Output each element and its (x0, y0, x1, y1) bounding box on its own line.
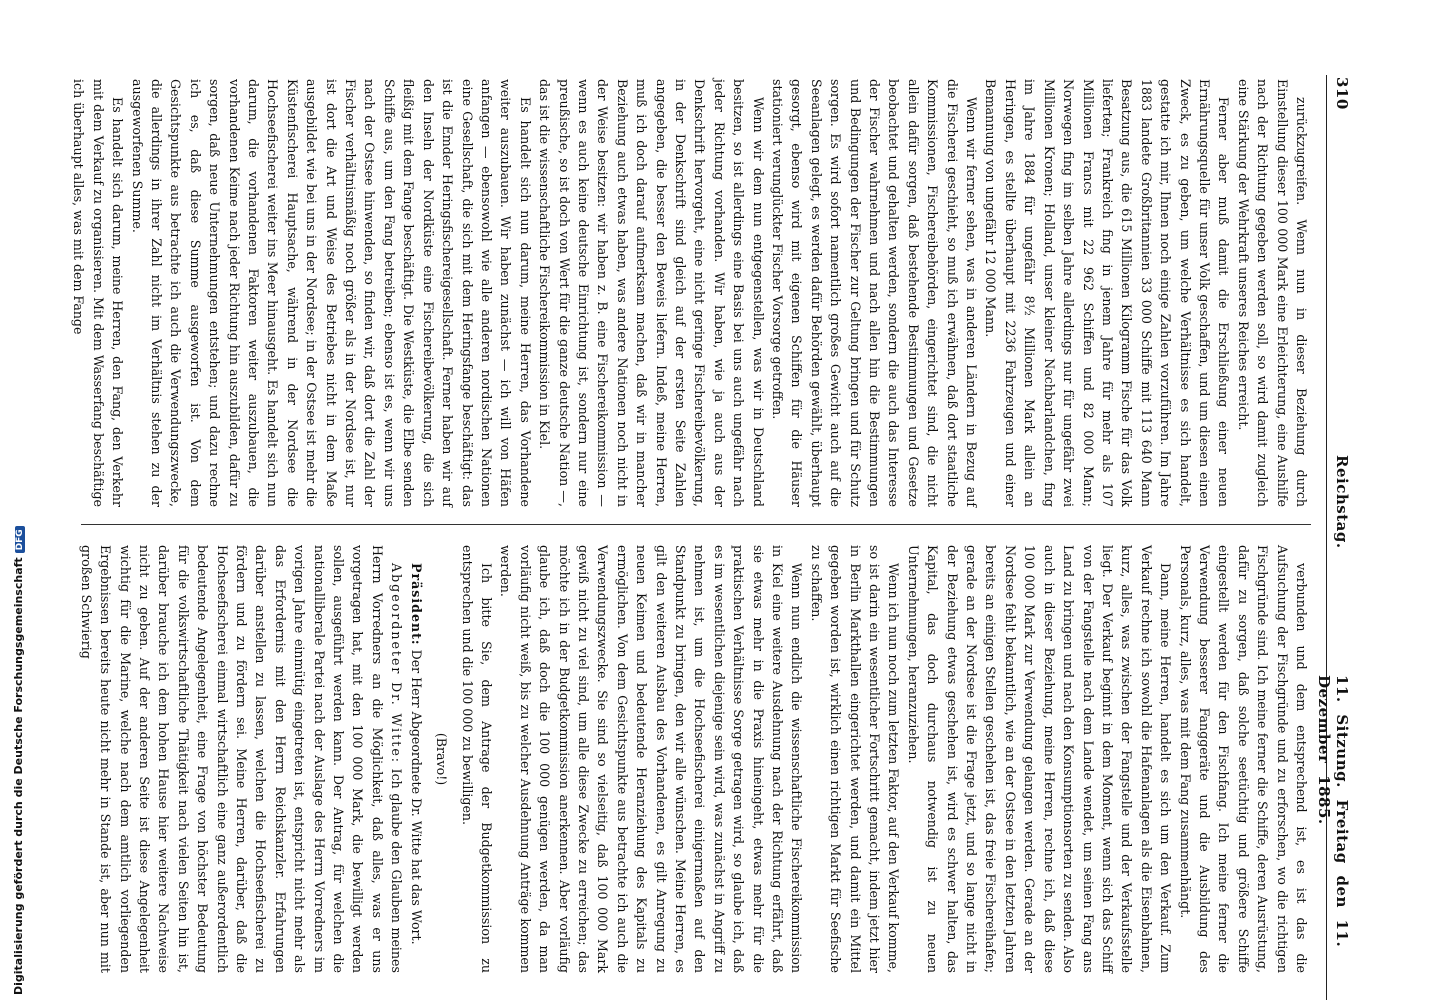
paragraph: Wenn ich nun noch zum letzten Faktor, auf den Verkauf komme, so ist darin ein wesentlicher Fortschritt gemacht, indem jetzt hier in Berlin Markthallen eingerichtet werden, und damit ein Mittel gegeben worden ist, wirklich einen richtigen Markt für Seefische zu schaffen. (808, 545, 902, 973)
president-statement (406, 545, 425, 973)
session-date (1315, 675, 1351, 1000)
paragraph: Wenn wir dem nun entgegenstellen, was wir in Deutschland besitzen, so ist allerdings eine Basis bei uns auch ungefähr nach jeder Richtung vorhanden. Wir haben, wie ja auch aus der Denkschrift hervorgeht, eine nicht geringe Fischereibevölkerung, in der Denkschrift sind gleich auf der ersten Seite Zahlen angegeben, die besser den Beweis liefern. Indeß, meine Herren, muß ich doch darauf aufmerksam machen, daß wir in mancher Beziehung auch etwas haben, was andere Nationen noch nicht in der Weise besitzen: wir haben z. B. eine Fischereikommission — wenn es auch keine deutsche Einrichtung ist, sondern nur eine preußische, so ist doch von Wert für die ganze deutsche Nation —, das ist die wissenschaftliche Fischereikommission in Kiel. (537, 79, 766, 507)
credit-text: Digitalisierung gefördert durch die Deutsche Forschungsgemeinschaft (12, 557, 25, 995)
digitization-credit (12, 529, 26, 995)
applause-note: (Bravo!) (434, 732, 450, 786)
paragraph: zurückzugreifen. Wenn nun in dieser Beziehung durch Einstellung dieser 100 000 Mark eine Erleichterung, eine Aushilfe nach der Richtung gegeben werden soll, so wird damit zugleich eine Stärkung der Wehrkraft unseres Reiches erreicht. (1235, 79, 1309, 507)
president-text: Der Herr Abgeordnete Dr. Witte hat das Wort. (408, 649, 424, 945)
paragraph: Wenn wir ferner sehen, was in anderen Ländern in Bezug auf die Fischerei geschieht, so muß ich erwähnen, daß dort staatliche Kommissionen, Fischereibehörden, eingerichtet sind, die nicht allein dafür sorgen, daß bestehende Bestimmungen und Gesetze beobachtet und gehalten werden, sondern die auch das Interesse der Fischer wahrnehmen und nach allen hin die Bestimmungen und Bedingungen der Fischer zur Geltung bringen und für Schutz sorgen. Es wird sofort namentlich großes Gewicht auch auf die Seeanlagen gelegt, es werden dafür Behörden gewählt, überhaupt gesorgt, ebenso wird mit eigenen Schiffen für die Häuser stationiert verunglückter Fischer Vorsorge getroffen. (770, 79, 980, 507)
witte-statement (76, 545, 406, 973)
witte-text: Ich glaube den Glauben meines Herrn Vorredners an die Möglichkeit, daß alles, was er uns vorgetragen hat, mit den 100 000 Mark, die bewilligt werden sollen, ausgeführt werden kann. Der Antrag, für welchen die nationalliberale Partei nach der Auslage des Herrn Vorredners im vorigen Jahre einmütig eingetreten ist, entspricht nicht mehr als das Erfordernis mit den Herrn Reichskanzler. Erfahrungen darüber anstellen zu lassen, welchen die Hochseefischerei zu fördern und zu fördern sei. Meine Herren, darüber, daß die Hochseefischerei einmal wirtschaftlich eine ganz außerordentlich bedeutende Angelegenheit, eine Frage von höchster Bedeutung für die volkswirtschaftliche Thätigkeit nach vielen Seiten hin ist, darüber brauche ich dem hohen Hause hier weitere Nachweise nicht zu geben. Auf der anderen Seite ist diese Angelegenheit wichtig für die Marine, welche nach dem amtlich vorliegenden Ergebnissen bereits heute nicht mehr in Stande ist, aber nun mit großen Schwierig (78, 545, 405, 973)
paragraph: verbunden und dem entsprechend ist, es ist das die Aufsuchung der Fischgründe und zu erforschen, wo die richtigen Fischgründe sind. Ich meine ferner die Schiffe, deren Ausrüstung, dafür zu sorgen, daß solche seetüchtig und größere Schiffe eingestellt werden für den Fischfang. Ich meine ferner die Verwendung besserer Fanggeräte und die Ausbildung des Personals, kurz, alles, was mit dem Fang zusammenhängt. (1177, 545, 1309, 973)
column-divider (81, 524, 1311, 525)
page-number: 310 (1333, 77, 1351, 110)
left-text-column (69, 79, 1311, 507)
paragraph: Ferner aber muß damit die Erschließung einer neuen Ernährungsquelle für unser Volk geschaffen, und um diesen einen Zweck, es zu geben, um welche Verhältnisse es sich handelt, gestatte ich mir, Ihnen noch einige Zahlen vorzuführen. Im Jahre 1883 landete Großbritannien 33 000 Schiffe mit 113 640 Mann Besatzung aus, die 615 Millionen Kilogramm Fische für das Volk lieferten; Frankreich fing in jenem Jahre für mehr als 107 Millionen Francs mit 22 962 Schiffen und 82 000 Mann; Norwegen fing im selben Jahre allerdings nur für ungefähr zwei Millionen Kronen; Holland, unser kleiner Nachbarlandchen, fing im Jahre 1884 für ungefähr 8½ Millionen Mark allein an Heringen, es stellte überhaupt mit 2236 Fahrzeugen und einer Bemannung von ungefähr 12 000 Mann. (983, 79, 1232, 507)
speaker-label-president: Präsident: (408, 563, 424, 646)
paragraph: Dann, meine Herren, handelt es sich um den Verkauf. Zum Verkauf rechne ich sowohl die Hafenanlagen als die Eisenbahnen, kurz, alles, was zwischen der Fangstelle und der Verkaufsstelle liegt. Der Verkauf beginnt in dem Moment, wenn sich das Schiff von der Fangstelle nach dem Lande wendet, um seinen Fang ans Land zu bringen und nach den Konsumptionsorten zu senden. Also auch in dieser Beziehung, meine Herren, rechne ich, daß diese 100 000 Mark zur Verwendung gelangen werden. Gerade an der Nordsee fehlt bekanntlich, wie an der Ostsee in den letzten Jahren bereits an einigen Stellen geschehen ist, das freie Fischereihafen; gerade an der Nordsee ist die Frage jetzt, und so lange nicht in der Beziehung etwas geschehen ist, wird es schwer halten, das Kapital, das doch durchaus notwendig ist zu neuen Unternehmungen, heranzuziehen. (905, 545, 1174, 973)
paragraph: Wenn nun endlich die wissenschaftliche Fischereikommission in Kiel eine weitere Ausdehnung nach der Richtung erfährt, daß sie etwas mehr in die Praxis hineingeht, etwas mehr für die praktischen Verhältnisse Sorge getragen wird, so glaube ich, daß es im wesentlichen diejenige sein wird, was zunächst in Angriff zu nehmen ist, um die Hochseefischerei einigermaßen auf den Standpunkt zu bringen, den wir alle wünschen. Meine Herren, es gilt den weiteren Ausbau des Vorhandenen, es gilt Anregung zu neuen Keimen und bedeutende Heranziehung des Kapitals zu ermöglichen. Von dem Gesichtspunkte aus betrachte ich auch die Verwendungszwecke. Sie sind so vielseitig, daß 100 000 Mark gewiß nicht zu viel sind, um alle diese Zwecke zu erreichen; das möchte ich in der Budgetkommission anerkennen. Aber vorläufig glaube ich, daß doch die 100 000 genügen werden, da man vorläufig nicht weiß, bis zu welcher Ausdehnung Anträge kommen werden. (498, 545, 805, 973)
session-day: Freitag den 11. Dezember 1885. (1315, 675, 1351, 948)
paragraph: Es handelt sich darum, meine Herren, den Fang, den Verkehr mit dem Verkauf zu organisieren. Mit dem Wasserfang beschäftige ich überhaupt alles, was mit dem Fange (71, 79, 126, 507)
session-number: 11. Sitzung. (1333, 675, 1351, 788)
speaker-label-witte: Abgeordneter Dr. Witte: (389, 563, 405, 765)
page-header (1315, 75, 1355, 1000)
right-text-column (76, 545, 1311, 973)
dfg-logo-badge: DFG (15, 526, 25, 553)
document-page (25, 75, 1355, 1000)
page-title: Reichstag. (1333, 455, 1351, 549)
paragraph: Ich bitte Sie, dem Antrage der Budgetkommission zu entsprechen und die 100 000 zu bewilligen. (459, 545, 494, 973)
paragraph: Es handelt sich nun darum, meine Herren, das Vorhandene weiter auszubauen. Wir haben zunächst — ich will von Häfen anfangen — ebensowohl wie alle anderen nordischen Nationen eine Gesellschaft, die sich mit dem Heringsfange beschäftigt: das ist die Emder Heringsfischereigesellschaft. Ferner haben wir auf den Inseln der Nordküste eine Fischereibevölkerung, die sich fleißig mit dem Fange beschäftigt. Die Westküste, die Elbe senden Schiffe aus, um den Fang betreiben; ebenso ist es, wenn wir uns nach der Ostsee hinwenden, so finden wir, daß dort die Zahl der Fischer verhältnismäßig noch größer als in der Nordsee ist, nur ist dort die Art und Weise des Betriebes nicht in dem Maße ausgebildet wie bei uns in der Nordsee; in der Ostsee ist mehr die Küstenfischerei Hauptsache, während in der Nordsee die Hochseefischerei weiter ins Meer hinausgeht. Es handelt sich nun darum, die vorhandenen Faktoren weiter auszubauen, die vorhandenen Keime nach jeder Richtung hin auszubilden, dafür zu sorgen, daß neue Unternehmungen entstehen; und dazu rechne ich es, daß diese Summe ausgeworfen ist. Von dem Gesichtspunkte aus betrachte ich auch die Verwendungszwecke, die allerdings in ihrer Zahl nicht im Verhältnis stehen zu der ausgeworfenen Summe. (129, 79, 533, 507)
